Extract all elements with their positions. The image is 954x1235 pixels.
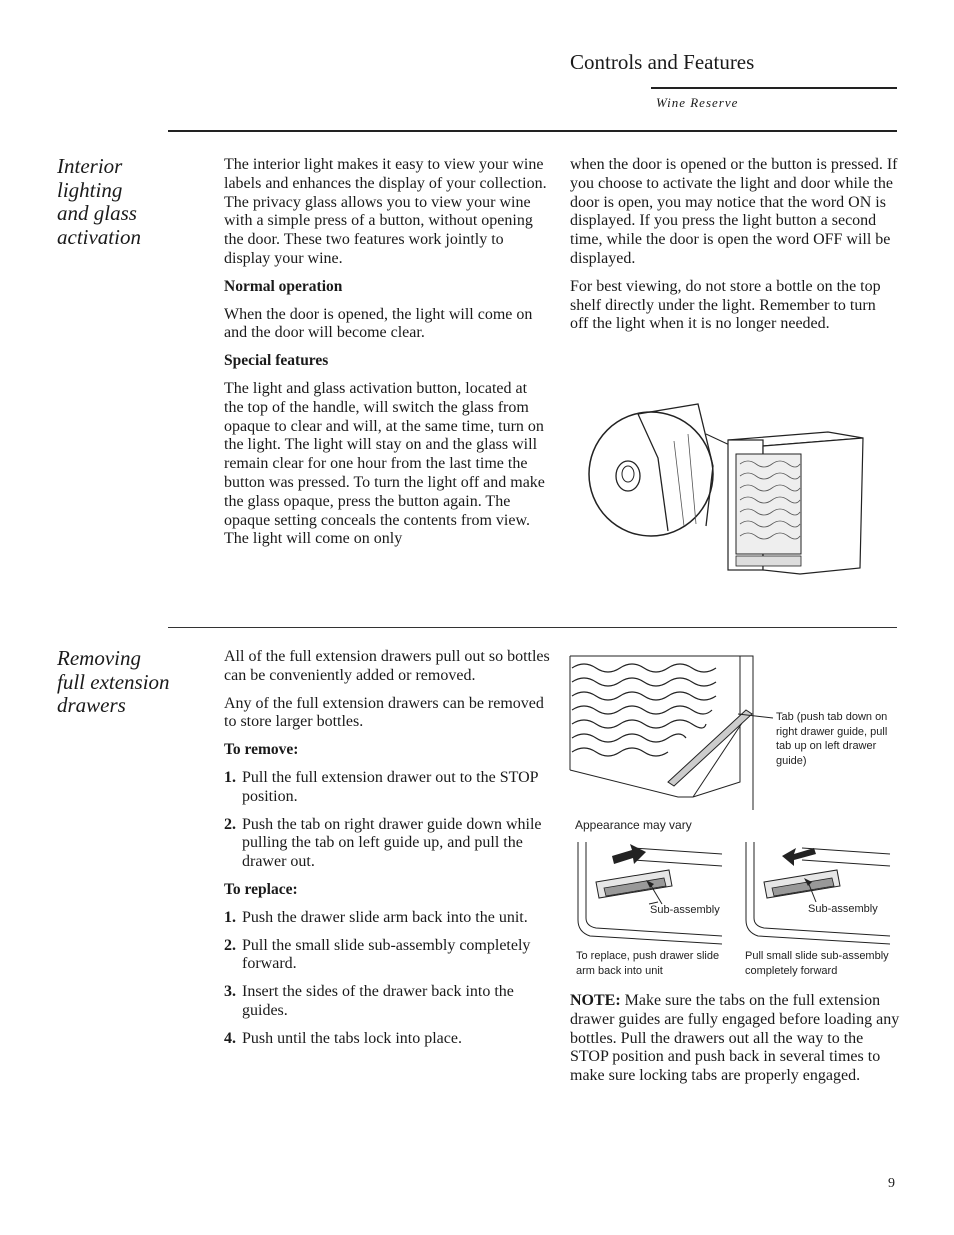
section1-heading-line: Interior (57, 154, 123, 178)
pull-slide-diagram (742, 840, 892, 944)
special-features-heading: Special features (224, 352, 329, 370)
step-text: Push the tab on right drawer guide down while pulling the tab on left guide up, and pull the drawer out. (242, 815, 542, 871)
step-text: Push the drawer slide arm back into the unit. (242, 908, 528, 926)
section1-heading-line: activation (57, 224, 141, 249)
replace-caption: To replace, push drawer slide arm back into unit (576, 950, 720, 977)
step-text: Pull the small slide sub-assembly completely forward. (242, 936, 531, 973)
list-item (224, 816, 552, 872)
page-title: Controls and Features (570, 50, 755, 74)
step-number: 1. (224, 768, 236, 786)
note-label: NOTE: (570, 992, 621, 1009)
replace-steps-list (224, 909, 552, 1049)
section2-column-left (224, 648, 552, 1058)
list-item (224, 909, 552, 928)
continued-paragraph: when the door is opened or the button is pressed. If you choose to activate the light and door while the door is open, you may notice that the word ON is displayed. If you press the light button a second time, while the door is open the word OFF will be displayed. (570, 156, 898, 267)
list-item (224, 937, 552, 975)
section2-heading-line: Removing (57, 646, 141, 670)
step-text: Push until the tabs lock into place. (242, 1029, 462, 1047)
step-text: Insert the sides of the drawer back into the guides. (242, 983, 514, 1019)
replace-slide-diagram (574, 840, 724, 944)
section1-column-right (570, 156, 898, 343)
list-item (224, 983, 552, 1021)
note-paragraph (570, 992, 900, 1086)
wine-cooler-illustration (588, 396, 868, 581)
step-number: 4. (224, 1029, 236, 1047)
viewing-tip-paragraph: For best viewing, do not store a bottle on the top shelf directly under the light. Remember to turn off the light when it is no longer needed. (570, 277, 881, 333)
to-remove-heading: To remove: (224, 741, 299, 759)
section2-heading (57, 647, 170, 718)
drawers-paragraph: All of the full extension drawers pull out so bottles can be conveniently added or removed. (224, 648, 550, 684)
drawer-illustration (568, 652, 768, 810)
page-number: 9 (888, 1176, 895, 1191)
normal-operation-text: When the door is opened, the light will come on and the door will become clear. (224, 305, 533, 342)
list-item (224, 1030, 552, 1049)
intro-paragraph: The interior light makes it easy to view your wine labels and enhances the display of your collection. The privacy glass allows you to view your wine with a simple press of a button, without opening the door. These two features work jointly to display your wine. (224, 156, 547, 267)
step-text: Pull the full extension drawer out to the STOP position. (242, 768, 538, 805)
drawers-paragraph: Any of the full extension drawers can be removed to store larger bottles. (224, 694, 544, 731)
step-number: 1. (224, 908, 236, 926)
header-rule (651, 87, 897, 89)
section-divider-middle (168, 627, 897, 628)
remove-steps-list (224, 769, 552, 872)
pull-caption: Pull small slide sub-assembly completely forward (745, 950, 889, 977)
sub-assembly-label-right: Sub-assembly (808, 903, 878, 915)
list-item (224, 769, 552, 807)
step-number: 2. (224, 936, 236, 954)
section-divider-top (168, 130, 897, 132)
step-number: 2. (224, 815, 236, 833)
page-subtitle: Wine Reserve (656, 95, 739, 110)
step-number: 3. (224, 983, 236, 1001)
sub-assembly-label-left: Sub-assembly (650, 904, 720, 916)
to-replace-heading: To replace: (224, 880, 298, 898)
tab-callout: Tab (push tab down on right drawer guide, pull tab up on left drawer guide) (776, 711, 888, 767)
appearance-note: Appearance may vary (575, 818, 692, 832)
note-text: Make sure the tabs on the full extension drawer guides are fully engaged before loading any bottles. Pull the drawers out all the way to the STOP position and push back in several times to make sure locking tabs are properly engaged. (570, 992, 900, 1085)
section1-column-left (224, 156, 550, 558)
section1-heading (57, 155, 141, 249)
section1-heading-line: lighting (57, 177, 123, 202)
special-features-text: The light and glass activation button, located at the top of the handle, will switch the glass from opaque to clear and will, at the same time, turn on the light. The light will stay on and the glass will remain clear for one hour from the last time the button was pressed. To turn the light off and make the glass opaque, press the button again. The opaque setting conceals the contents from view. The light will come on only (224, 379, 545, 548)
section2-heading-line: full extension (57, 669, 170, 694)
section1-heading-line: and glass (57, 201, 137, 225)
section2-heading-line: drawers (57, 693, 126, 717)
normal-operation-heading: Normal operation (224, 277, 343, 295)
